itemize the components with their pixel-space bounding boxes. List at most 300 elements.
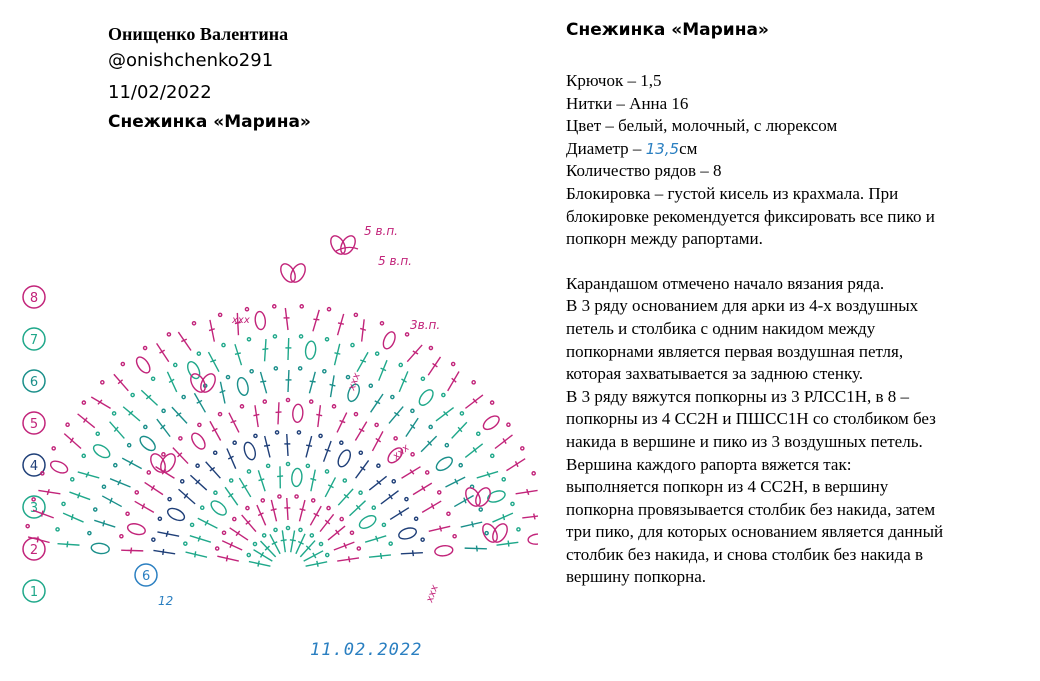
stitch-mark [270,534,280,553]
stitch-cross [472,521,473,527]
popcorn-stitch [292,404,303,423]
stitch-mark [465,444,482,458]
chain-stitch [405,333,408,336]
stitch-cross [103,520,104,526]
stitch-cross [310,381,316,382]
stitch-mark [371,394,383,412]
chain-stitch [274,528,277,531]
popcorn-stitch [381,330,397,351]
popcorn-stitch [126,522,146,536]
stitch-mark [278,402,279,424]
chain-stitch [460,412,463,415]
pattern-description [566,70,1004,589]
chain-stitch [354,413,357,416]
stitch-mark [178,332,191,350]
stitch-cross [340,421,346,423]
stitch-mark [452,422,467,438]
popcorn-stitch [254,311,266,330]
chain-stitch [216,547,219,550]
chain-stitch [121,362,124,365]
picot-loop [490,521,510,544]
stitch-cross [163,549,164,555]
row-number-label: 1 [29,585,39,600]
chain-stitch [411,409,414,412]
chain-stitch [426,471,429,474]
stitch-mark [328,526,345,540]
stitch-mark [145,482,163,494]
chain-stitch [382,523,385,526]
stitch-mark [265,339,266,361]
chain-stitch [197,352,200,355]
chain-stitch [96,432,99,435]
count-label: 12 [158,594,174,608]
stitch-mark [356,460,369,478]
stitch-mark [260,372,266,393]
chain-stitch [114,464,117,467]
chain-stitch [196,464,199,467]
center-marker [135,564,173,608]
picot-loop [480,521,500,544]
stitch-mark [331,375,335,397]
stitch-cross [226,555,227,561]
row-number-legend [23,286,45,602]
chain-stitch [479,508,482,511]
chain-stitch [477,432,480,435]
stitch-cross [260,381,266,382]
chain-stitch [375,423,378,426]
chain-stitch [113,412,116,415]
chain-stitch [323,370,326,373]
chain-stitch [286,462,289,465]
chain-stitch [399,363,402,366]
stitch-cross [166,531,168,537]
chain-stitch [300,305,303,308]
stitch-cross [220,390,226,392]
chain-stitch [517,528,520,531]
stitch-mark [198,518,218,528]
chain-stitch [131,393,134,396]
stitch-cross [381,553,382,559]
stitch-mark [190,475,206,490]
chain-stitch [182,395,185,398]
picot-loop [338,233,358,256]
stitch-cross [306,445,312,446]
stitch-cross [316,414,322,415]
stitch-mark [291,531,295,553]
stitch-mark [194,393,205,412]
picot-loop [158,451,178,474]
popcorn-stitch [49,459,70,476]
diameter-value: 13,5 [645,139,680,158]
annotation-chains-5: 5 в.п. [378,254,412,268]
crochet-diagram [18,215,538,635]
stitch-mark [287,434,288,456]
chain-stitch [168,498,171,501]
stitch-label-xxx: xxx [390,442,412,463]
picot-loop [288,261,308,284]
chain-stitch [88,532,91,535]
chain-stitch [263,534,266,537]
chain-stitch [162,453,165,456]
chain-stitch [485,532,488,535]
popcorn-stitch [166,506,187,523]
note-line: три пико, для которых основанием является данный [566,522,944,542]
chain-stitch [147,471,150,474]
chain-stitch [94,508,97,511]
stitch-cross [349,556,350,562]
blocking-line: Блокировка – густой кисель из крахмала. При [566,183,899,203]
chain-stitch [192,322,195,325]
stitch-mark [448,372,459,391]
stitch-mark [172,407,187,423]
note-line: В 3 ряду основанием для арки из 4-х воздушных [566,296,919,316]
stitch-row [247,526,329,566]
stitch-cross [376,536,378,542]
row-number-badge [23,286,45,308]
stitch-mark [445,477,465,487]
chain-stitch [26,525,29,528]
stitch-mark [310,506,321,525]
chain-stitch [357,547,360,550]
stitch-cross [67,541,68,547]
chain-stitch [143,346,146,349]
chain-stitch [452,362,455,365]
stitch-mark [285,308,288,330]
chain-stitch [421,538,424,541]
stitch-mark [242,515,256,532]
chain-stitch [135,491,138,494]
chain-stitch [101,381,104,384]
stitch-mark [381,491,399,504]
chain-stitch [459,464,462,467]
stitch-cross [413,550,414,556]
stitch-cross [334,353,340,354]
stitch-mark [338,489,353,505]
chain-stitch [286,398,289,401]
stitch-row [120,398,456,556]
stitch-mark [337,413,347,433]
popcorn-stitch [209,498,229,517]
chain-stitch [325,470,328,473]
picot-decorations [148,233,510,544]
chain-stitch [222,531,225,534]
stitch-cross [440,526,442,532]
chain-stitch [507,423,510,426]
stitch-mark [239,478,250,497]
note-line: Карандашом отмечено начало вязания ряда. [566,273,885,293]
chain-stitch [52,447,55,450]
stitch-label-xxx: xxx [424,583,441,605]
stitch-mark [337,558,359,561]
chain-stitch [299,335,302,338]
stitch-mark [255,405,258,427]
chain-stitch [350,531,353,534]
author-handle: @onishchenko291 [108,50,274,71]
stitch-mark [318,405,321,427]
stitch-mark [153,550,175,553]
stitch-mark [506,459,525,471]
chain-stitch [306,464,309,467]
stitch-cross [300,509,306,510]
chain-stitch [230,479,233,482]
stitch-cross [264,445,270,446]
row-number-badge [23,412,45,434]
stitch-cross [317,561,318,567]
stitch-mark [402,467,421,479]
chain-stitch [263,400,266,403]
stitch-cross [259,479,265,481]
chain-stitch [359,451,362,454]
stitch-mark [516,490,538,493]
chain-stitch [181,480,184,483]
stitch-mark [114,374,128,391]
stitch-mark [355,422,366,441]
popcorn-stitch [481,413,501,432]
stitch-mark [465,548,487,549]
chain-stitch [532,472,535,475]
chain-stitch [126,512,129,515]
chain-stitch [218,413,221,416]
stitch-mark [288,338,289,360]
stitch-cross [325,449,331,451]
stitch-mark [389,407,403,424]
stitch-mark [135,501,154,512]
row-number-label: 4 [29,459,39,474]
picot-loop [198,371,218,394]
chain-stitch [219,313,222,316]
stitch-mark [157,343,169,361]
stitch-cross [131,548,132,554]
stitch-cross [508,541,509,547]
chain-stitch [254,434,257,437]
chain-stitch [250,370,253,373]
stitch-mark [110,422,125,439]
picot-loop [278,261,298,284]
stitch-cross [527,489,529,495]
note-line: столбик без накида, и снова столбик без накида в [566,544,924,564]
stitch-mark [141,390,157,405]
stitch-mark [436,408,454,421]
stitch-cross [330,384,336,385]
chain-stitch [380,322,383,325]
stitch-mark [282,530,285,552]
stitch-cross [37,536,38,542]
chain-stitch [389,542,392,545]
stitch-cross [534,514,535,520]
chain-stitch [325,338,328,341]
stitch-mark [406,418,418,436]
stitch-row [26,305,538,545]
chain-stitch [246,507,249,510]
chain-stitch [297,431,300,434]
stitch-cross [231,421,237,423]
stitch-mark [372,431,382,451]
stitch-mark [369,555,391,557]
author-name: Онищенко Валентина [108,24,289,44]
stitch-mark [288,370,289,392]
stitch-mark [122,458,141,469]
note-line: попкорны из 4 СС2Н и ПШСС1Н со столбиком без [566,409,936,429]
stitch-mark [495,435,513,449]
popcorn-stitch [91,542,110,554]
chain-stitch [310,534,313,537]
stitch-mark [401,553,423,554]
stitch-mark [428,357,440,375]
note-line: вершину попкорна. [566,567,706,587]
stitch-mark [369,476,386,490]
chain-stitch [201,506,204,509]
stitch-cross [209,329,215,331]
stitch-cross [360,360,366,362]
row-number-label: 5 [29,417,39,432]
note-line: которая захватывается за заднюю стенку. [566,364,864,384]
chain-stitch [152,377,155,380]
popcorn-stitch [134,355,153,375]
chain-stitch [179,437,182,440]
stitch-mark [304,551,323,561]
stitch-mark [157,419,170,437]
stitch-mark [407,345,422,362]
chain-stitch [521,447,524,450]
popcorn-stitch [91,442,112,460]
chain-stitch [278,495,281,498]
chain-stitch [445,444,448,447]
popcorn-stitch [242,441,257,461]
chain-stitch [327,507,330,510]
chain-stitch [392,480,395,483]
chain-stitch [429,425,432,428]
yarn: Нитки – Анна 16 [566,93,689,113]
chain-stitch [66,423,69,426]
stitch-mark [64,434,81,449]
chain-stitch [167,333,170,336]
stitch-mark [225,487,238,505]
stitch-cross [310,479,316,481]
chain-stitch [511,502,514,505]
popcorn-stitch [138,434,158,453]
chain-stitch [326,553,329,556]
chain-stitch [247,338,250,341]
chain-stitch [447,512,450,515]
popcorn-stitch [434,455,454,473]
chain-stitch [319,434,322,437]
chain-stitch [82,401,85,404]
stitch-mark [78,414,95,428]
chain-stitch [491,401,494,404]
row-number-badge [23,538,45,560]
row-number-label: 3 [29,501,39,516]
center-label: 6 [142,569,151,584]
chain-stitch [502,478,505,481]
hook-size: Крючок – 1,5 [566,71,662,90]
chain-stitch [391,395,394,398]
chain-stitch [253,542,256,545]
chain-stitch [312,499,315,502]
stitch-mark [186,552,207,557]
popcorn-stitch [434,545,453,557]
stitch-mark [287,498,288,520]
chain-stitch [372,506,375,509]
stitch-mark [465,395,483,408]
chain-stitch [359,491,362,494]
chain-stitch [233,441,236,444]
stitch-cross [210,360,216,362]
chain-stitch [376,352,379,355]
note-line: выполняется попкорн из 4 СС2Н, в вершину [566,477,889,497]
annotation-chains-5: 5 в.п. [364,224,398,238]
stitch-cross [360,328,366,330]
chain-stitch [214,491,217,494]
diameter-unit: см [679,138,698,158]
stitch-mark [206,462,221,478]
note-line: попкорнами является первая воздушная петля, [566,341,904,361]
handwritten-date: 11.02.2022 [310,640,423,660]
stitch-mark [121,550,143,551]
chain-stitch [415,517,418,520]
chain-stitch [247,470,250,473]
stitch-mark [313,310,319,331]
chain-stitch [295,495,298,498]
chain-stitch [286,526,289,529]
chain-stitch [438,491,441,494]
snowflake-fan-chart [26,233,538,566]
stitch-mark [357,352,368,371]
chain-stitch [261,499,264,502]
stitch-mark [421,436,437,452]
stitch-mark [38,490,60,493]
left-title: Снежинка «Марина» [108,112,311,132]
chain-stitch [247,553,250,556]
chain-stitch [377,464,380,467]
stitch-mark [320,514,334,531]
chain-stitch [174,363,177,366]
row-number-badge [23,328,45,350]
chain-stitch [198,423,201,426]
chain-stitch [233,517,236,520]
stitch-mark [91,397,110,408]
chain-stitch [472,381,475,384]
stitch-cross [195,551,196,557]
popcorn-stitch [291,468,303,487]
stitch-mark [362,319,364,341]
stitch-mark [522,515,538,518]
chain-stitch [429,346,432,349]
chain-stitch [102,485,105,488]
chain-stitch [340,517,343,520]
annotation-group [231,224,441,605]
diameter [566,138,1004,161]
chain-stitch [442,393,445,396]
stitch-cross [477,546,478,552]
chain-stitch [340,441,343,444]
yarn-color: Цвет – белый, молочный, с люрексом [566,116,838,136]
stitch-mark [422,501,441,512]
chain-stitch [351,343,354,346]
chain-stitch [222,343,225,346]
stitch-mark [413,483,432,494]
chain-stitch [299,528,302,531]
chain-stitch [62,502,65,505]
picot-loop [473,485,493,508]
chain-stitch [41,472,44,475]
row-number-badge [23,580,45,602]
stitch-mark [123,407,140,421]
stitch-mark [350,501,366,516]
stitch-cross [313,319,319,320]
chain-stitch [128,444,131,447]
stitch-cross [78,493,80,499]
stitch-mark [210,421,221,440]
